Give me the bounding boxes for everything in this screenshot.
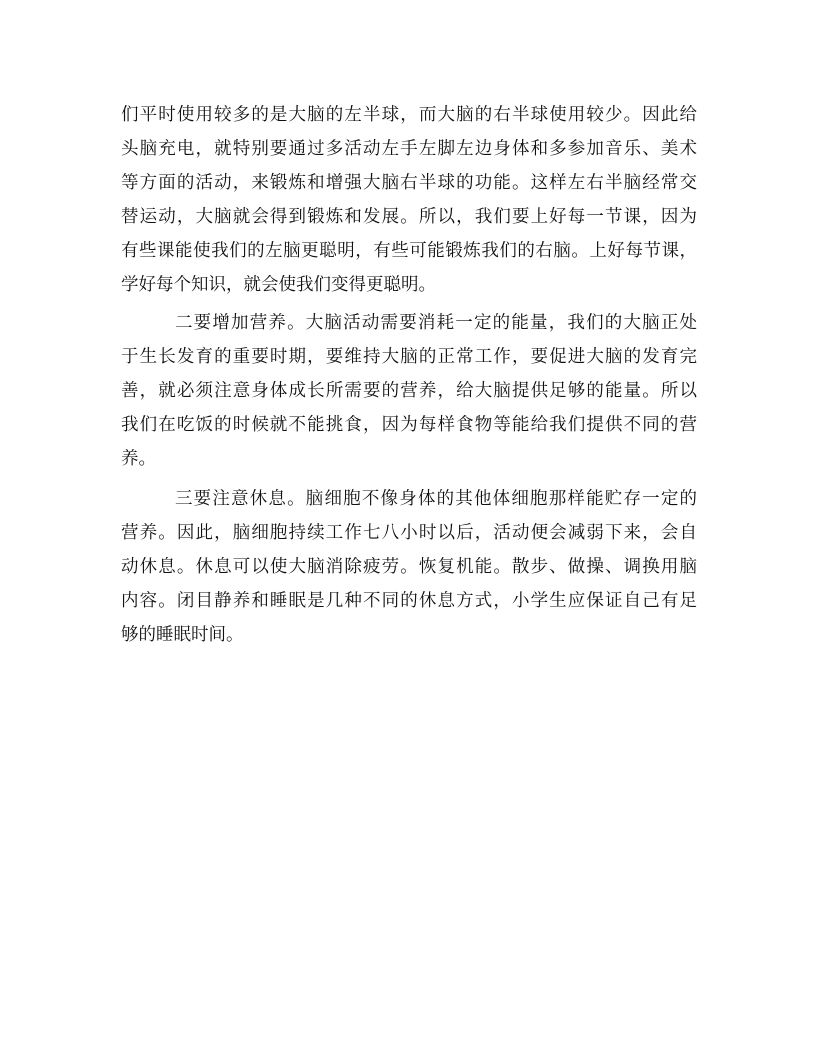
text-line: 学好每个知识，就会使我们变得更聪明。 [121, 275, 436, 295]
paragraph-brain-hemispheres [121, 98, 697, 302]
text-line: 内容。闭目静养和睡眠是几种不同的休息方式，小学生应保证自己有足 [121, 591, 697, 611]
text-line: 于生长发育的重要时期，要维持大脑的正常工作，要促进大脑的发育完 [121, 347, 697, 367]
text-line: 替运动，大脑就会得到锻炼和发展。所以，我们要上好每一节课，因为 [121, 207, 697, 227]
document-body [121, 98, 697, 668]
text-line: 三要注意休息。脑细胞不像身体的其他体细胞那样能贮存一定的 [175, 489, 697, 509]
text-line: 够的睡眠时间。 [121, 625, 244, 645]
text-line: 营养。因此，脑细胞持续工作七八小时以后，活动便会减弱下来，会自 [121, 523, 697, 543]
text-line: 有些课能使我们的左脑更聪明，有些可能锻炼我们的右脑。上好每节课， [121, 241, 697, 261]
paragraph-rest [121, 482, 697, 652]
text-line: 二要增加营养。大脑活动需要消耗一定的能量，我们的大脑正处 [175, 313, 697, 333]
text-line: 们平时使用较多的是大脑的左半球，而大脑的右半球使用较少。因此给 [121, 105, 697, 125]
text-line: 我们在吃饭的时候就不能挑食，因为每样食物等能给我们提供不同的营 [121, 415, 697, 435]
text-line: 善，就必须注意身体成长所需要的营养，给大脑提供足够的能量。所以 [121, 381, 697, 401]
text-line: 头脑充电，就特别要通过多活动左手左脚左边身体和多参加音乐、美术 [121, 139, 697, 159]
text-line: 动休息。休息可以使大脑消除疲劳。恢复机能。散步、做操、调换用脑 [121, 557, 697, 577]
text-line: 等方面的活动，来锻炼和增强大脑右半球的功能。这样左右半脑经常交 [121, 173, 697, 193]
paragraph-nutrition [121, 306, 697, 476]
text-line: 养。 [121, 449, 156, 469]
